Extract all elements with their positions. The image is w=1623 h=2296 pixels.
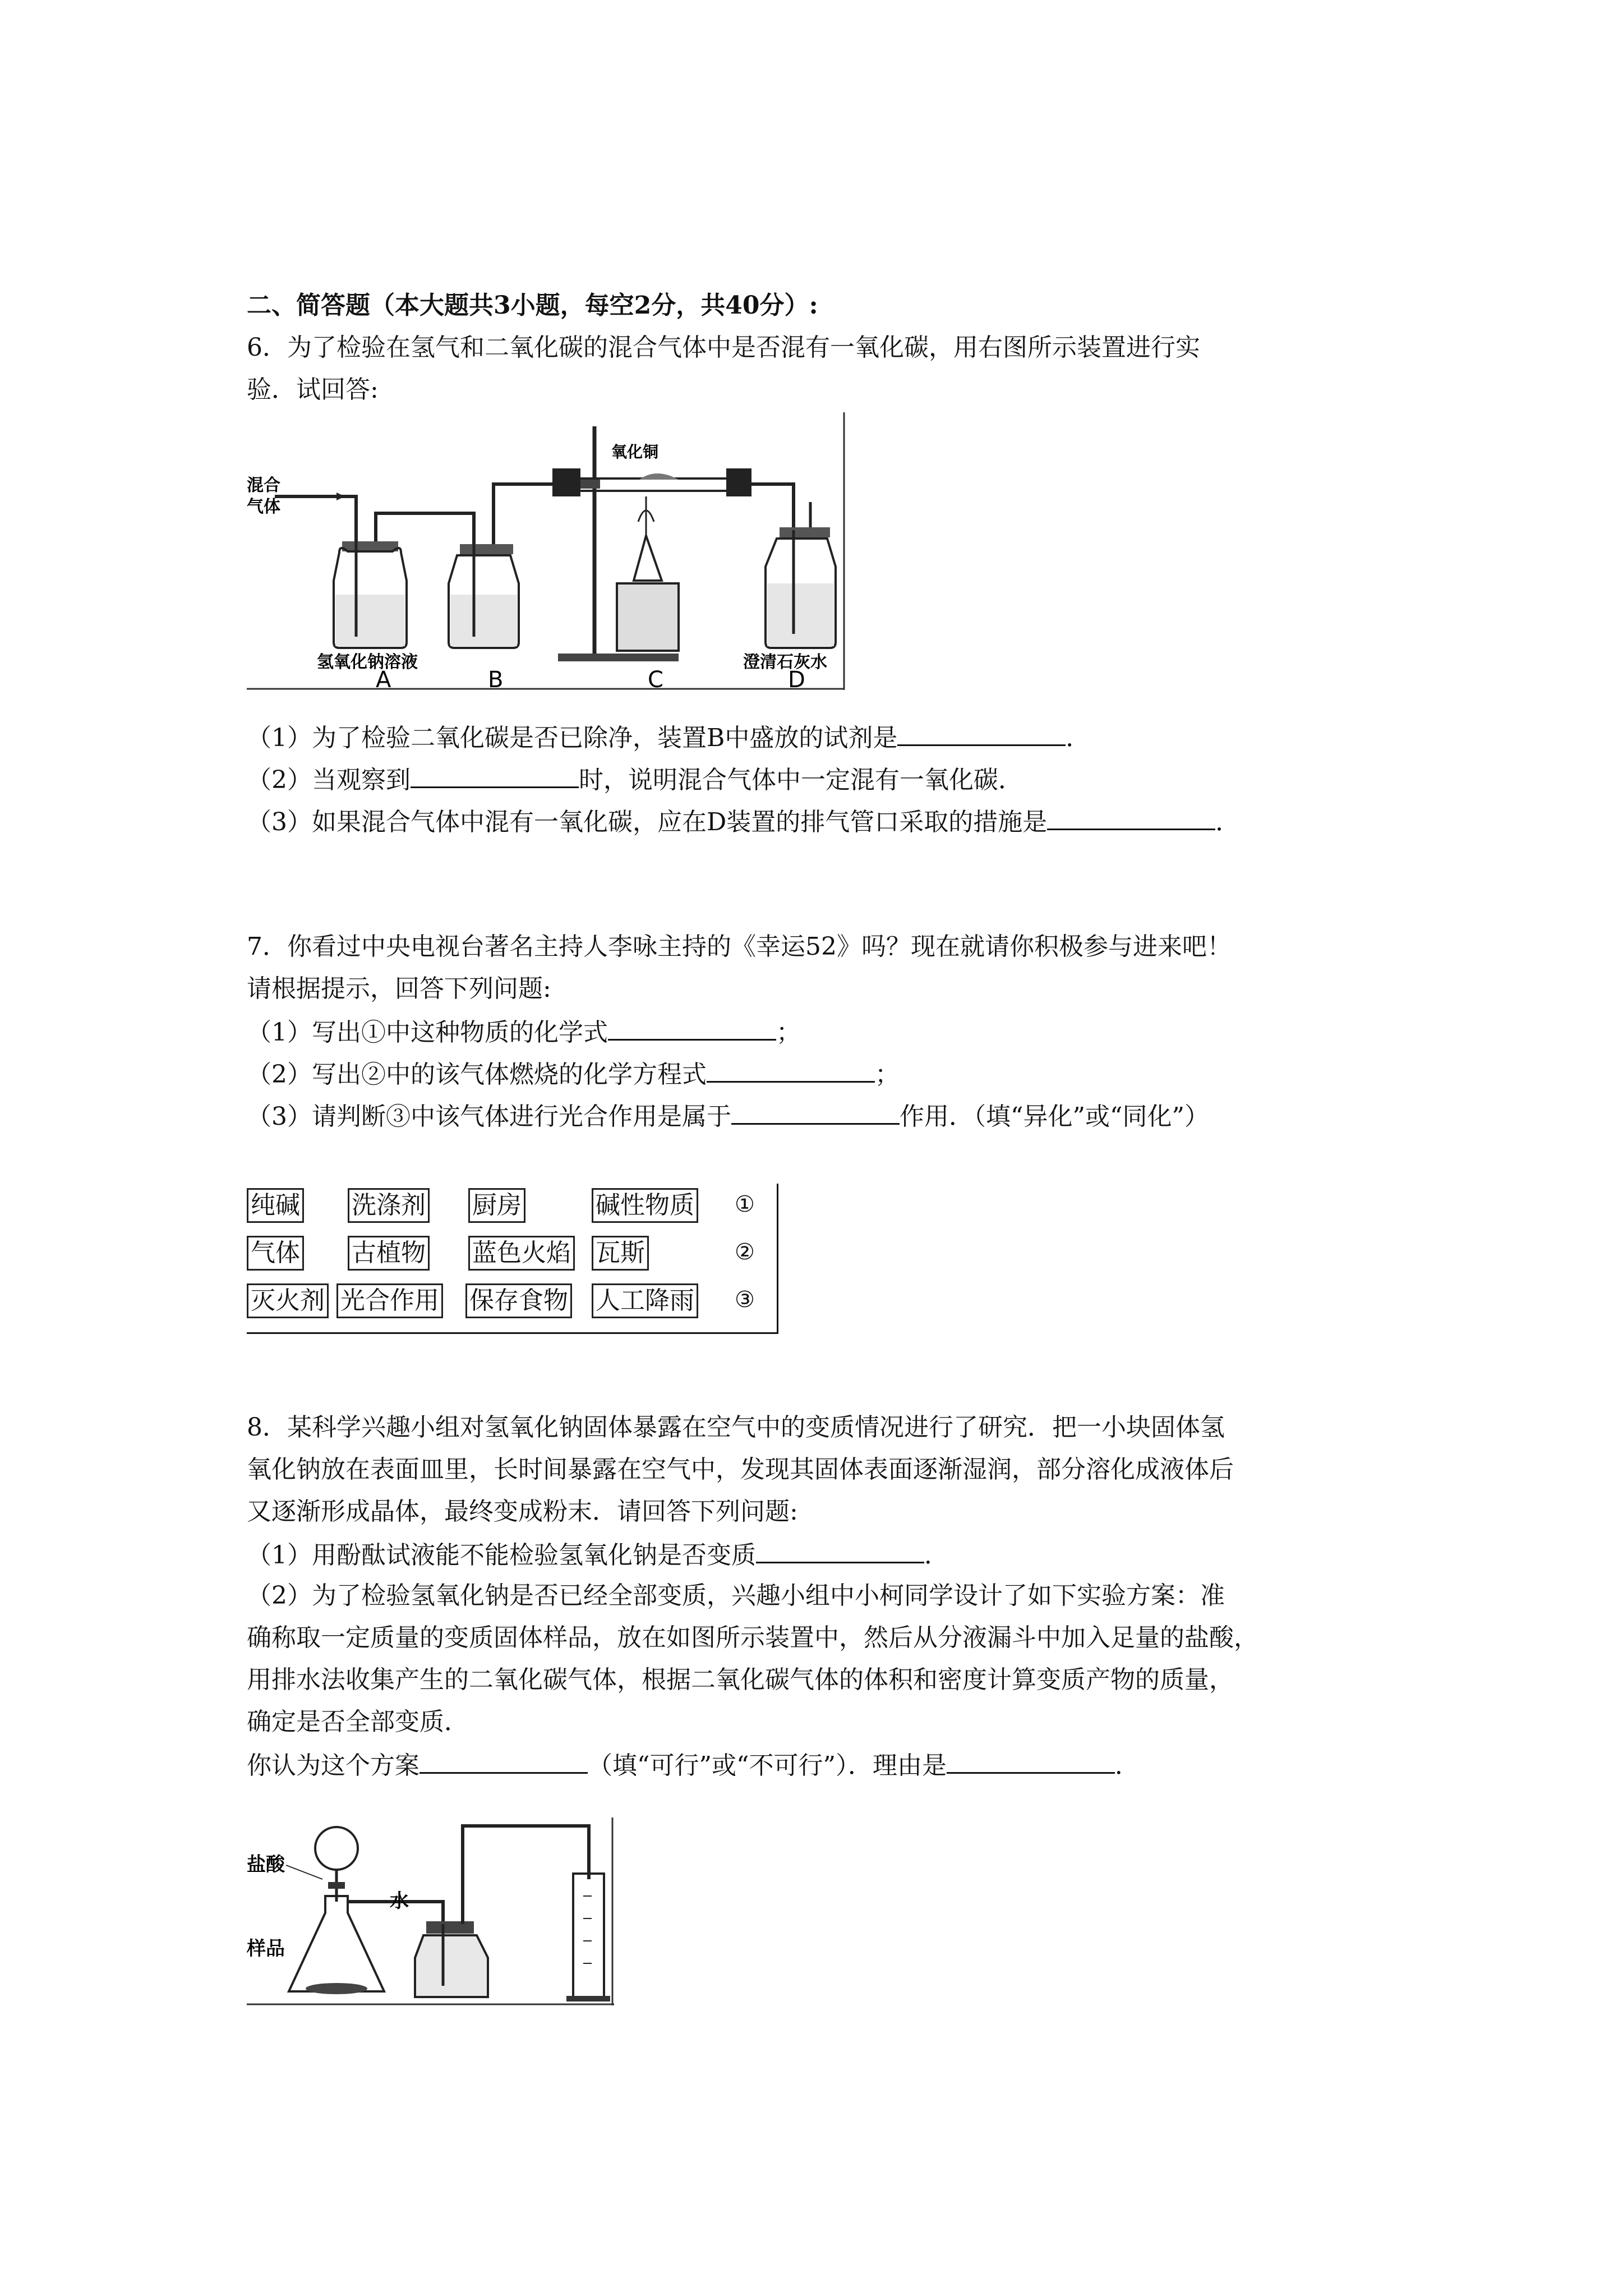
q8-sub1-end: ．: [924, 1541, 949, 1570]
grid-num-2: ②: [735, 1239, 755, 1265]
q7-sub1-blank[interactable]: [608, 1014, 776, 1041]
grid-cell: 人工降雨: [592, 1283, 698, 1318]
q8-answer-end: ．: [1114, 1751, 1140, 1780]
label-b: B: [488, 667, 504, 693]
q7-hint-grid: [247, 1184, 778, 1334]
q7-sub3-end: 作用．（填“异化”或“同化”）: [900, 1102, 1209, 1131]
q6-sub3-end: ．: [1215, 808, 1241, 836]
q7-sub2-text: （2）写出②中的该气体燃烧的化学方程式: [247, 1060, 707, 1089]
q7-sub1-end: ；: [776, 1018, 801, 1047]
cuo-label: 氧化铜: [611, 443, 659, 461]
q6-sub3: [247, 804, 1240, 839]
q8-sub1: [247, 1537, 949, 1572]
label-c: C: [648, 667, 663, 693]
q6-sub1-text: （1）为了检验二氧化碳是否已除净，装置B中盛放的试剂是: [247, 724, 898, 752]
acid-label: 盐酸: [247, 1853, 285, 1876]
q6-sub1: [247, 720, 1090, 755]
q8-sub1-blank[interactable]: [756, 1537, 924, 1563]
naoh-label: 氢氧化钠溶液: [317, 652, 418, 672]
label-d: D: [788, 667, 805, 693]
q7-sub3-text: （3）请判断③中该气体进行光合作用是属于: [247, 1102, 731, 1131]
q7-text-line2: 请根据提示，回答下列问题:: [247, 974, 551, 1003]
q7-sub2: [247, 1056, 900, 1092]
q8-sub2-line3: 用排水法收集产生的二氧化碳气体，根据二氧化碳气体的体积和密度计算变质产物的质量，: [247, 1665, 1234, 1694]
label-a: A: [376, 667, 391, 693]
grid-num-3: ③: [735, 1287, 755, 1313]
section-title: 二、简答题（本大题共3小题，每空2分，共40分）:: [247, 291, 818, 320]
sample-label: 样品: [247, 1938, 285, 1960]
q6-sub2: [247, 762, 1023, 797]
q7-sub3-blank[interactable]: [731, 1098, 900, 1125]
limewater-label: 澄清石灰水: [743, 652, 827, 672]
q7-sub2-end: ；: [875, 1060, 900, 1089]
grid-cell: 古植物: [348, 1236, 430, 1271]
grid-cell: 蓝色火焰: [468, 1236, 575, 1271]
q6-sub2-text: （2）当观察到: [247, 766, 411, 794]
q6-apparatus-figure: [247, 412, 852, 693]
q8-feasible-blank[interactable]: [419, 1747, 588, 1774]
q8-text-line1: 8．某科学兴趣小组对氢氧化钠固体暴露在空气中的变质情况进行了研究．把一小块固体氢: [247, 1413, 1225, 1442]
q6-sub2-end: 时，说明混合气体中一定混有一氧化碳．: [579, 766, 1023, 794]
q7-text-line1: 7．你看过中央电视台著名主持人李咏主持的《幸运52》吗？现在就请你积极参与进来吧！: [247, 932, 1232, 961]
grid-cell: 碱性物质: [592, 1188, 698, 1223]
grid-cell: 瓦斯: [592, 1236, 649, 1271]
q8-sub2-line4: 确定是否全部变质．: [247, 1708, 469, 1736]
q8-text-line2: 氧化钠放在表面皿里，长时间暴露在空气中，发现其固体表面逐渐湿润，部分溶化成液体后: [247, 1455, 1234, 1484]
q8-answer-text-a: 你认为这个方案: [247, 1751, 419, 1780]
q6-sub1-blank[interactable]: [897, 720, 1066, 746]
q6-sub2-blank[interactable]: [411, 762, 579, 788]
q6-sub1-end: ．: [1066, 724, 1091, 752]
water-label: 水: [390, 1890, 409, 1912]
q8-answer-text-b: （填“可行”或“不可行”）．理由是: [588, 1751, 947, 1780]
grid-cell: 洗涤剂: [348, 1188, 430, 1223]
q8-sub2-line1: （2）为了检验氢氧化钠是否已经全部变质，兴趣小组中小柯同学设计了如下实验方案：准: [247, 1581, 1225, 1610]
q8-reason-blank[interactable]: [947, 1747, 1115, 1774]
q7-sub1: [247, 1014, 801, 1050]
q7-sub2-blank[interactable]: [707, 1056, 875, 1083]
q8-apparatus-figure: [247, 1818, 617, 2008]
q6-sub3-blank[interactable]: [1047, 804, 1215, 830]
inlet-label-2: 气体: [247, 497, 280, 517]
q8-text-line3: 又逐渐形成晶体，最终变成粉末．请回答下列问题:: [247, 1497, 798, 1526]
grid-cell: 灭火剂: [247, 1283, 329, 1318]
q6-text-line2: 验．试回答:: [247, 375, 379, 404]
q6-text-line1: 6．为了检验在氢气和二氧化碳的混合气体中是否混有一氧化碳，用右图所示装置进行实: [247, 333, 1200, 362]
q7-sub3: [247, 1098, 1209, 1134]
grid-cell: 纯碱: [247, 1188, 304, 1223]
grid-cell: 光合作用: [336, 1283, 443, 1318]
grid-num-1: ①: [735, 1191, 755, 1217]
q7-sub1-text: （1）写出①中这种物质的化学式: [247, 1018, 608, 1047]
grid-cell: 保存食物: [465, 1283, 572, 1318]
grid-cell: 气体: [247, 1236, 304, 1271]
q8-sub1-text: （1）用酚酞试液能不能检验氢氧化钠是否变质: [247, 1541, 756, 1570]
q8-answer: [247, 1747, 1140, 1783]
q6-sub3-text: （3）如果混合气体中混有一氧化碳，应在D装置的排气管口采取的措施是: [247, 808, 1048, 836]
inlet-label-1: 混合: [247, 476, 280, 495]
grid-cell: 厨房: [468, 1188, 525, 1223]
q8-sub2-line2: 确称取一定质量的变质固体样品，放在如图所示装置中，然后从分液漏斗中加入足量的盐酸，: [247, 1623, 1258, 1652]
